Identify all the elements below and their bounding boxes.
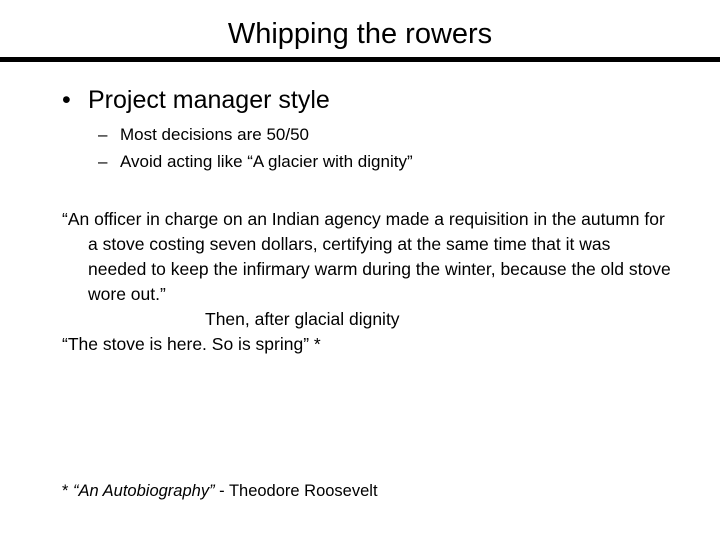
sub-bullet-item (98, 148, 413, 175)
title-divider (0, 57, 720, 62)
sub-bullet-marker: – (98, 152, 108, 171)
footnote-prefix: * (62, 482, 74, 500)
slide-title: Whipping the rowers (227, 18, 493, 50)
footnote (62, 480, 378, 502)
footnote-author: - Theodore Roosevelt (214, 482, 378, 500)
quote-interlude: Then, after glacial dignity (205, 309, 400, 329)
sub-bullet-list (98, 121, 413, 175)
sub-bullet-text: Most decisions are 50/50 (120, 125, 309, 144)
quote-paragraph: “An officer in charge on an Indian agency made a requisition in the autumn for a stove costing seven dollars, certifying at the same time that it was needed to keep the infirmary warm during the winter, because the old stove wore out.” (62, 209, 671, 304)
quote-closing: “The stove is here. So is spring” * (62, 334, 321, 354)
main-bullet (62, 84, 330, 116)
sub-bullet-marker: – (98, 125, 108, 144)
main-bullet-text: Project manager style (88, 86, 330, 114)
sub-bullet-item (98, 121, 413, 148)
bullet-marker: • (62, 86, 71, 114)
quote-block (62, 207, 672, 357)
sub-bullet-text: Avoid acting like “A glacier with dignity” (120, 152, 413, 171)
footnote-book-title: “An Autobiography” (73, 482, 215, 500)
